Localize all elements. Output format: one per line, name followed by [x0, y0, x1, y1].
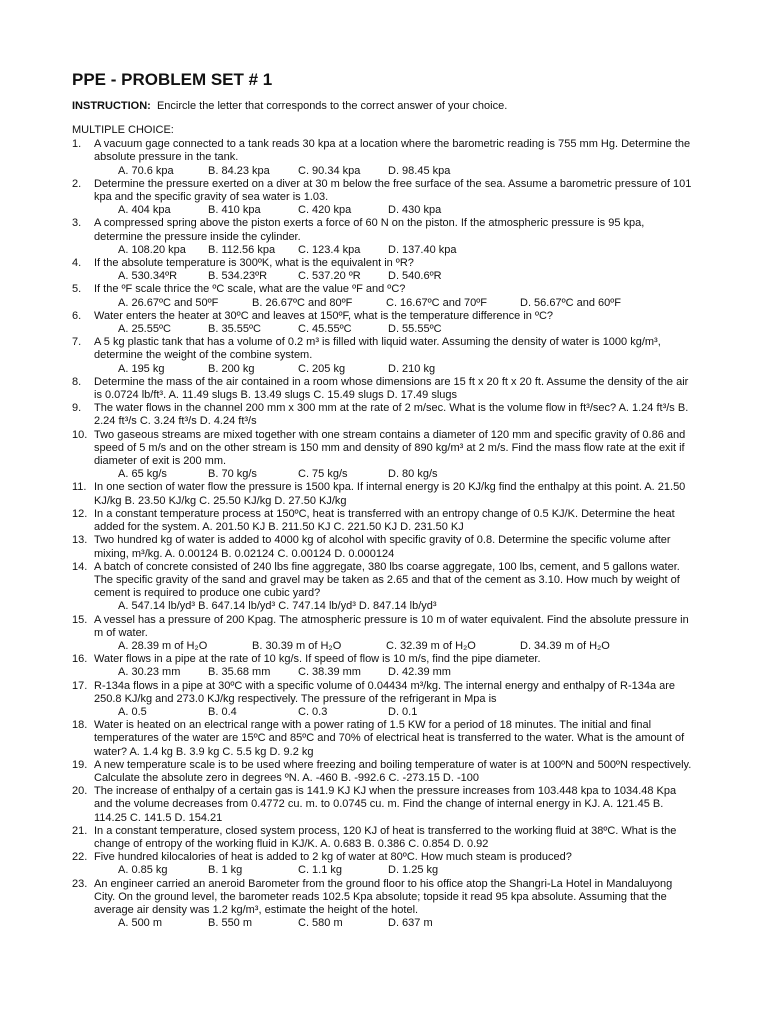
- answer-choices: [94, 270, 692, 283]
- answer-choice[interactable]: C. 420 kpa: [298, 204, 352, 217]
- answer-choice[interactable]: B. 26.67ºC and 80ºF: [252, 296, 353, 309]
- document-page: [72, 70, 692, 930]
- question-text: Determine the pressure exerted on a diver at 30 m below the free surface of the sea. Assume a barometric pressure of 101 kpa and the specific gravity of sea water is 1.03.: [94, 177, 692, 204]
- question-text: Determine the mass of the air contained in a room whose dimensions are 15 ft x 20 ft x 20 ft. Assume the density of the air is 0.0724 lb/ft³. A. 11.49 slugs B. 13.49 slugs C. 15.49 slugs D. 17.49 slugs: [94, 375, 689, 402]
- answer-choice[interactable]: B. 200 kg: [208, 362, 255, 375]
- answer-choice[interactable]: B. 112.56 kpa: [208, 243, 276, 256]
- question-item: [72, 508, 692, 534]
- answer-choice[interactable]: D. 637 m: [388, 917, 433, 930]
- page-title: PPE - PROBLEM SET # 1: [72, 70, 273, 89]
- answer-choice[interactable]: C. 1.1 kg: [298, 864, 343, 877]
- question-number: 12.: [72, 507, 88, 520]
- question-text: Five hundred kilocalories of heat is added to 2 kg of water at 80ºC. How much steam is produced?: [94, 851, 572, 864]
- question-number: 15.: [72, 613, 88, 626]
- question-item: [72, 138, 692, 178]
- question-number: 14.: [72, 560, 88, 573]
- answer-choice[interactable]: A. 25.55ºC: [118, 323, 171, 336]
- answer-choice[interactable]: D. 0.1: [388, 705, 418, 718]
- question-number: 2.: [72, 177, 82, 190]
- answer-choice[interactable]: D. 540.6ºR: [388, 270, 442, 283]
- question-number: 19.: [72, 758, 88, 771]
- answer-choices: [94, 640, 692, 653]
- answer-choice[interactable]: A. 547.14 lb/yd³ B. 647.14 lb/yd³ C. 747.14 lb/yd³ D. 847.14 lb/yd³: [118, 600, 437, 613]
- answer-choices: [94, 204, 692, 217]
- question-item: [72, 851, 692, 877]
- answer-choice[interactable]: D. 34.39 m of H₂O: [520, 639, 610, 652]
- question-text: Two gaseous streams are mixed together with one stream contains a diameter of 120 mm and specific gravity of 0.86 and speed of 5 m/s and on the other stream is 150 mm and density of 890 kg/m³ at 2 m/s. Find the mass flow rate at the exit if diameter of exit is 200 mm.: [94, 428, 686, 468]
- answer-choice[interactable]: A. 500 m: [118, 917, 163, 930]
- question-number: 13.: [72, 534, 88, 547]
- question-number: 7.: [72, 336, 82, 349]
- question-text: A new temperature scale is to be used where freezing and boiling temperature of water is at 100ºN and 500ºN respectively. Calculate the absolute zero in degrees ºN. A. -460 B. -992.6 C. -273.15 D. -100: [94, 758, 692, 784]
- question-item: [72, 257, 692, 283]
- question-list: [72, 138, 692, 930]
- answer-choice[interactable]: D. 98.45 kpa: [388, 164, 451, 177]
- answer-choice[interactable]: A. 108.20 kpa: [118, 243, 186, 256]
- answer-choices: [94, 468, 692, 481]
- question-item: [72, 680, 692, 720]
- question-item: [72, 217, 692, 257]
- question-text: In a constant temperature, closed system process, 120 KJ of heat is transferred to the working fluid at 38ºC. What is the change of entropy of the working fluid in KJ/K. A. 0.683 B. 0.386 C. 0.854 D. 0.92: [94, 824, 677, 850]
- answer-choice[interactable]: C. 0.3: [298, 705, 328, 718]
- question-number: 16.: [72, 653, 88, 666]
- answer-choice[interactable]: D. 42.39 mm: [388, 666, 451, 679]
- section-label: MULTIPLE CHOICE:: [72, 124, 174, 136]
- instruction-label: INSTRUCTION:: [72, 100, 151, 112]
- answer-choice[interactable]: B. 35.68 mm: [208, 666, 271, 679]
- question-item: [72, 402, 692, 428]
- answer-choice[interactable]: A. 0.5: [118, 705, 147, 718]
- answer-choice[interactable]: D. 430 kpa: [388, 204, 442, 217]
- answer-choice[interactable]: C. 32.39 m of H₂O: [386, 639, 476, 652]
- answer-choice[interactable]: A. 70.6 kpa: [118, 164, 174, 177]
- question-item: [72, 878, 692, 931]
- answer-choice[interactable]: A. 65 kg/s: [118, 468, 167, 481]
- answer-choice[interactable]: B. 84.23 kpa: [208, 164, 270, 177]
- answer-choices: [94, 917, 692, 930]
- question-text: A 5 kg plastic tank that has a volume of 0.2 m³ is filled with liquid water. Assuming the density of water is 1000 kg/m³, determine the weight of the combine system.: [94, 336, 661, 362]
- question-number: 6.: [72, 309, 82, 322]
- question-text: A vacuum gage connected to a tank reads 30 kpa at a location where the barometric reading is 755 mm Hg. Determine the absolute pressure in the tank.: [94, 138, 691, 164]
- answer-choice[interactable]: C. 537.20 ºR: [298, 270, 361, 283]
- question-item: [72, 429, 692, 482]
- answer-choice[interactable]: A. 404 kpa: [118, 204, 171, 217]
- answer-choice[interactable]: B. 35.55ºC: [208, 323, 261, 336]
- question-number: 11.: [72, 481, 87, 494]
- answer-choice[interactable]: D. 80 kg/s: [388, 468, 438, 481]
- question-number: 17.: [72, 679, 88, 692]
- question-text: Two hundred kg of water is added to 4000 kg of alcohol with specific gravity of 0.8. Determine the specific volume after mixing, m³/kg. A. 0.00124 B. 0.02124 C. 0.00124 D. 0.000124: [94, 534, 671, 560]
- question-item: [72, 481, 692, 507]
- answer-choice[interactable]: A. 530.34ºR: [118, 270, 178, 283]
- answer-choice[interactable]: C. 38.39 mm: [298, 666, 361, 679]
- question-text: A compressed spring above the piston exerts a force of 60 N on the piston. If the atmospheric pressure is 95 kpa, determine the pressure inside the cylinder.: [94, 217, 645, 243]
- answer-choice[interactable]: B. 534.23ºR: [208, 270, 268, 283]
- question-item: [72, 759, 692, 785]
- question-text: In a constant temperature process at 150ºC, heat is transferred with an entropy change of 0.5 KJ/K. Determine the heat added for the system. A. 201.50 KJ B. 211.50 KJ C. 221.50 KJ D. 231.50 KJ: [94, 507, 675, 534]
- answer-choice[interactable]: A. 28.39 m of H₂O: [118, 639, 208, 652]
- question-text: R-134a flows in a pipe at 30ºC with a specific volume of 0.04434 m³/kg. The internal energy and enthalpy of R-134a are 250.8 KJ/kg and 273.0 KJ/kg respectively. The pressure of the refrigerant in Mpa is: [94, 679, 676, 705]
- question-text: The water flows in the channel 200 mm x 300 mm at the rate of 2 m/sec. What is the volume flow in ft³/sec? A. 1.24 ft³/s B. 2.24 ft³/s C. 3.24 ft³/s D. 4.24 ft³/s: [94, 402, 689, 428]
- answer-choice[interactable]: C. 123.4 kpa: [298, 243, 361, 256]
- answer-choices: [94, 666, 692, 679]
- question-number: 21.: [72, 824, 88, 837]
- answer-choices: [94, 706, 692, 719]
- question-number: 22.: [72, 851, 88, 864]
- answer-choice[interactable]: B. 1 kg: [208, 864, 243, 877]
- question-item: [72, 719, 692, 759]
- question-item: [72, 825, 692, 851]
- answer-choices: [94, 297, 692, 310]
- answer-choice[interactable]: C. 45.55ºC: [298, 323, 352, 336]
- question-item: [72, 310, 692, 336]
- answer-choices: [94, 600, 692, 613]
- question-item: [72, 614, 692, 654]
- question-number: 10.: [72, 428, 88, 441]
- answer-choice[interactable]: B. 70 kg/s: [208, 468, 257, 481]
- question-item: [72, 283, 692, 309]
- instruction-text: Encircle the letter that corresponds to the correct answer of your choice.: [156, 100, 508, 112]
- question-number: 9.: [72, 402, 82, 415]
- question-item: [72, 785, 692, 825]
- question-number: 4.: [72, 257, 82, 270]
- question-item: [72, 178, 692, 218]
- question-text: Water enters the heater at 30ºC and leaves at 150ºF, what is the temperature difference in ºC?: [94, 309, 554, 322]
- question-number: 8.: [72, 375, 82, 388]
- answer-choice[interactable]: D. 137.40 kpa: [388, 243, 457, 256]
- answer-choice[interactable]: D. 56.67ºC and 60ºF: [520, 296, 621, 309]
- answer-choices: [94, 864, 692, 877]
- answer-choice[interactable]: A. 30.23 mm: [118, 666, 181, 679]
- question-number: 20.: [72, 785, 88, 798]
- question-text: If the absolute temperature is 300ºK, what is the equivalent in ºR?: [94, 257, 414, 270]
- answer-choice[interactable]: A. 195 kg: [118, 362, 165, 375]
- question-number: 3.: [72, 217, 82, 230]
- answer-choice[interactable]: B. 30.39 m of H₂O: [252, 639, 342, 652]
- answer-choices: [94, 363, 692, 376]
- answer-choices: [94, 165, 692, 178]
- question-number: 1.: [72, 138, 82, 151]
- question-text: A vessel has a pressure of 200 Kpag. The atmospheric pressure is 10 m of water equivalent. Find the absolute pressure in m of water.: [94, 613, 689, 639]
- question-text: If the ºF scale thrice the ºC scale, what are the value ºF and ºC?: [94, 283, 406, 296]
- answer-choice[interactable]: A. 26.67ºC and 50ºF: [118, 296, 219, 309]
- question-text: Water is heated on an electrical range with a power rating of 1.5 KW for a period of 18 minutes. The initial and final temperatures of the water are 15ºC and 85ºC and 70% of electrical heat is transferred to the water. What is the amount of water? A. 1.4 kg B. 3.9 kg C. 5.5 kg D. 9.2 kg: [94, 719, 685, 758]
- question-text: Water flows in a pipe at the rate of 10 kg/s. If speed of flow is 10 m/s, find the pipe diameter.: [94, 653, 541, 666]
- answer-choice[interactable]: D. 55.55ºC: [388, 323, 442, 336]
- question-item: [72, 534, 692, 560]
- answer-choice[interactable]: D. 210 kg: [388, 362, 436, 375]
- answer-choice[interactable]: C. 90.34 kpa: [298, 164, 361, 177]
- answer-choices: [94, 323, 692, 336]
- question-number: 18.: [72, 719, 88, 732]
- question-item: [72, 336, 692, 376]
- answer-choice[interactable]: B. 0.4: [208, 705, 237, 718]
- instruction: [72, 100, 692, 112]
- answer-choice[interactable]: D. 1.25 kg: [388, 864, 439, 877]
- question-text: A batch of concrete consisted of 240 lbs fine aggregate, 380 lbs coarse aggregate, 100 lbs, cement, and 5 gallons water. The specific gravity of the sand and gravel may be taken as 2.65 and that of the cement as 3.10. How much by weight of cement is required to produce one cubic yard?: [94, 560, 680, 600]
- question-item: [72, 376, 692, 402]
- question-item: [72, 561, 692, 614]
- answer-choice[interactable]: C. 580 m: [298, 917, 343, 930]
- question-text: In one section of water flow the pressure is 1500 kpa. If internal energy is 20 KJ/kg find the enthalpy at this point. A. 21.50 KJ/kg B. 23.50 KJ/kg C. 25.50 KJ/kg D. 27.50 KJ/kg: [94, 481, 686, 507]
- answer-choice[interactable]: A. 0.85 kg: [118, 864, 168, 877]
- question-text: An engineer carried an aneroid Barometer from the ground floor to his office atop the Shangri-La Hotel in Mandaluyong City. On the ground level, the barometer reads 102.5 Kpa absolute; topside it read 95 kpa absolute. Assuming that the average air density was 1.2 kg/m³, estimate the height of the hotel.: [94, 877, 673, 916]
- answer-choice[interactable]: B. 550 m: [208, 917, 253, 930]
- answer-choice[interactable]: C. 16.67ºC and 70ºF: [386, 296, 487, 309]
- question-number: 5.: [72, 283, 82, 296]
- answer-choice[interactable]: C. 75 kg/s: [298, 468, 348, 481]
- answer-choice[interactable]: C. 205 kg: [298, 362, 346, 375]
- answer-choices: [94, 244, 692, 257]
- question-item: [72, 653, 692, 679]
- answer-choice[interactable]: B. 410 kpa: [208, 204, 261, 217]
- question-number: 23.: [72, 877, 88, 890]
- question-text: The increase of enthalpy of a certain gas is 141.9 KJ KJ when the pressure increases from 103.448 kpa to 1034.48 Kpa and the volume decreases from 0.4772 cu. m. to 0.0745 cu. m. Find the change of internal energy in KJ. A. 121.45 B. 114.25 C. 141.5 D. 154.21: [94, 785, 677, 824]
